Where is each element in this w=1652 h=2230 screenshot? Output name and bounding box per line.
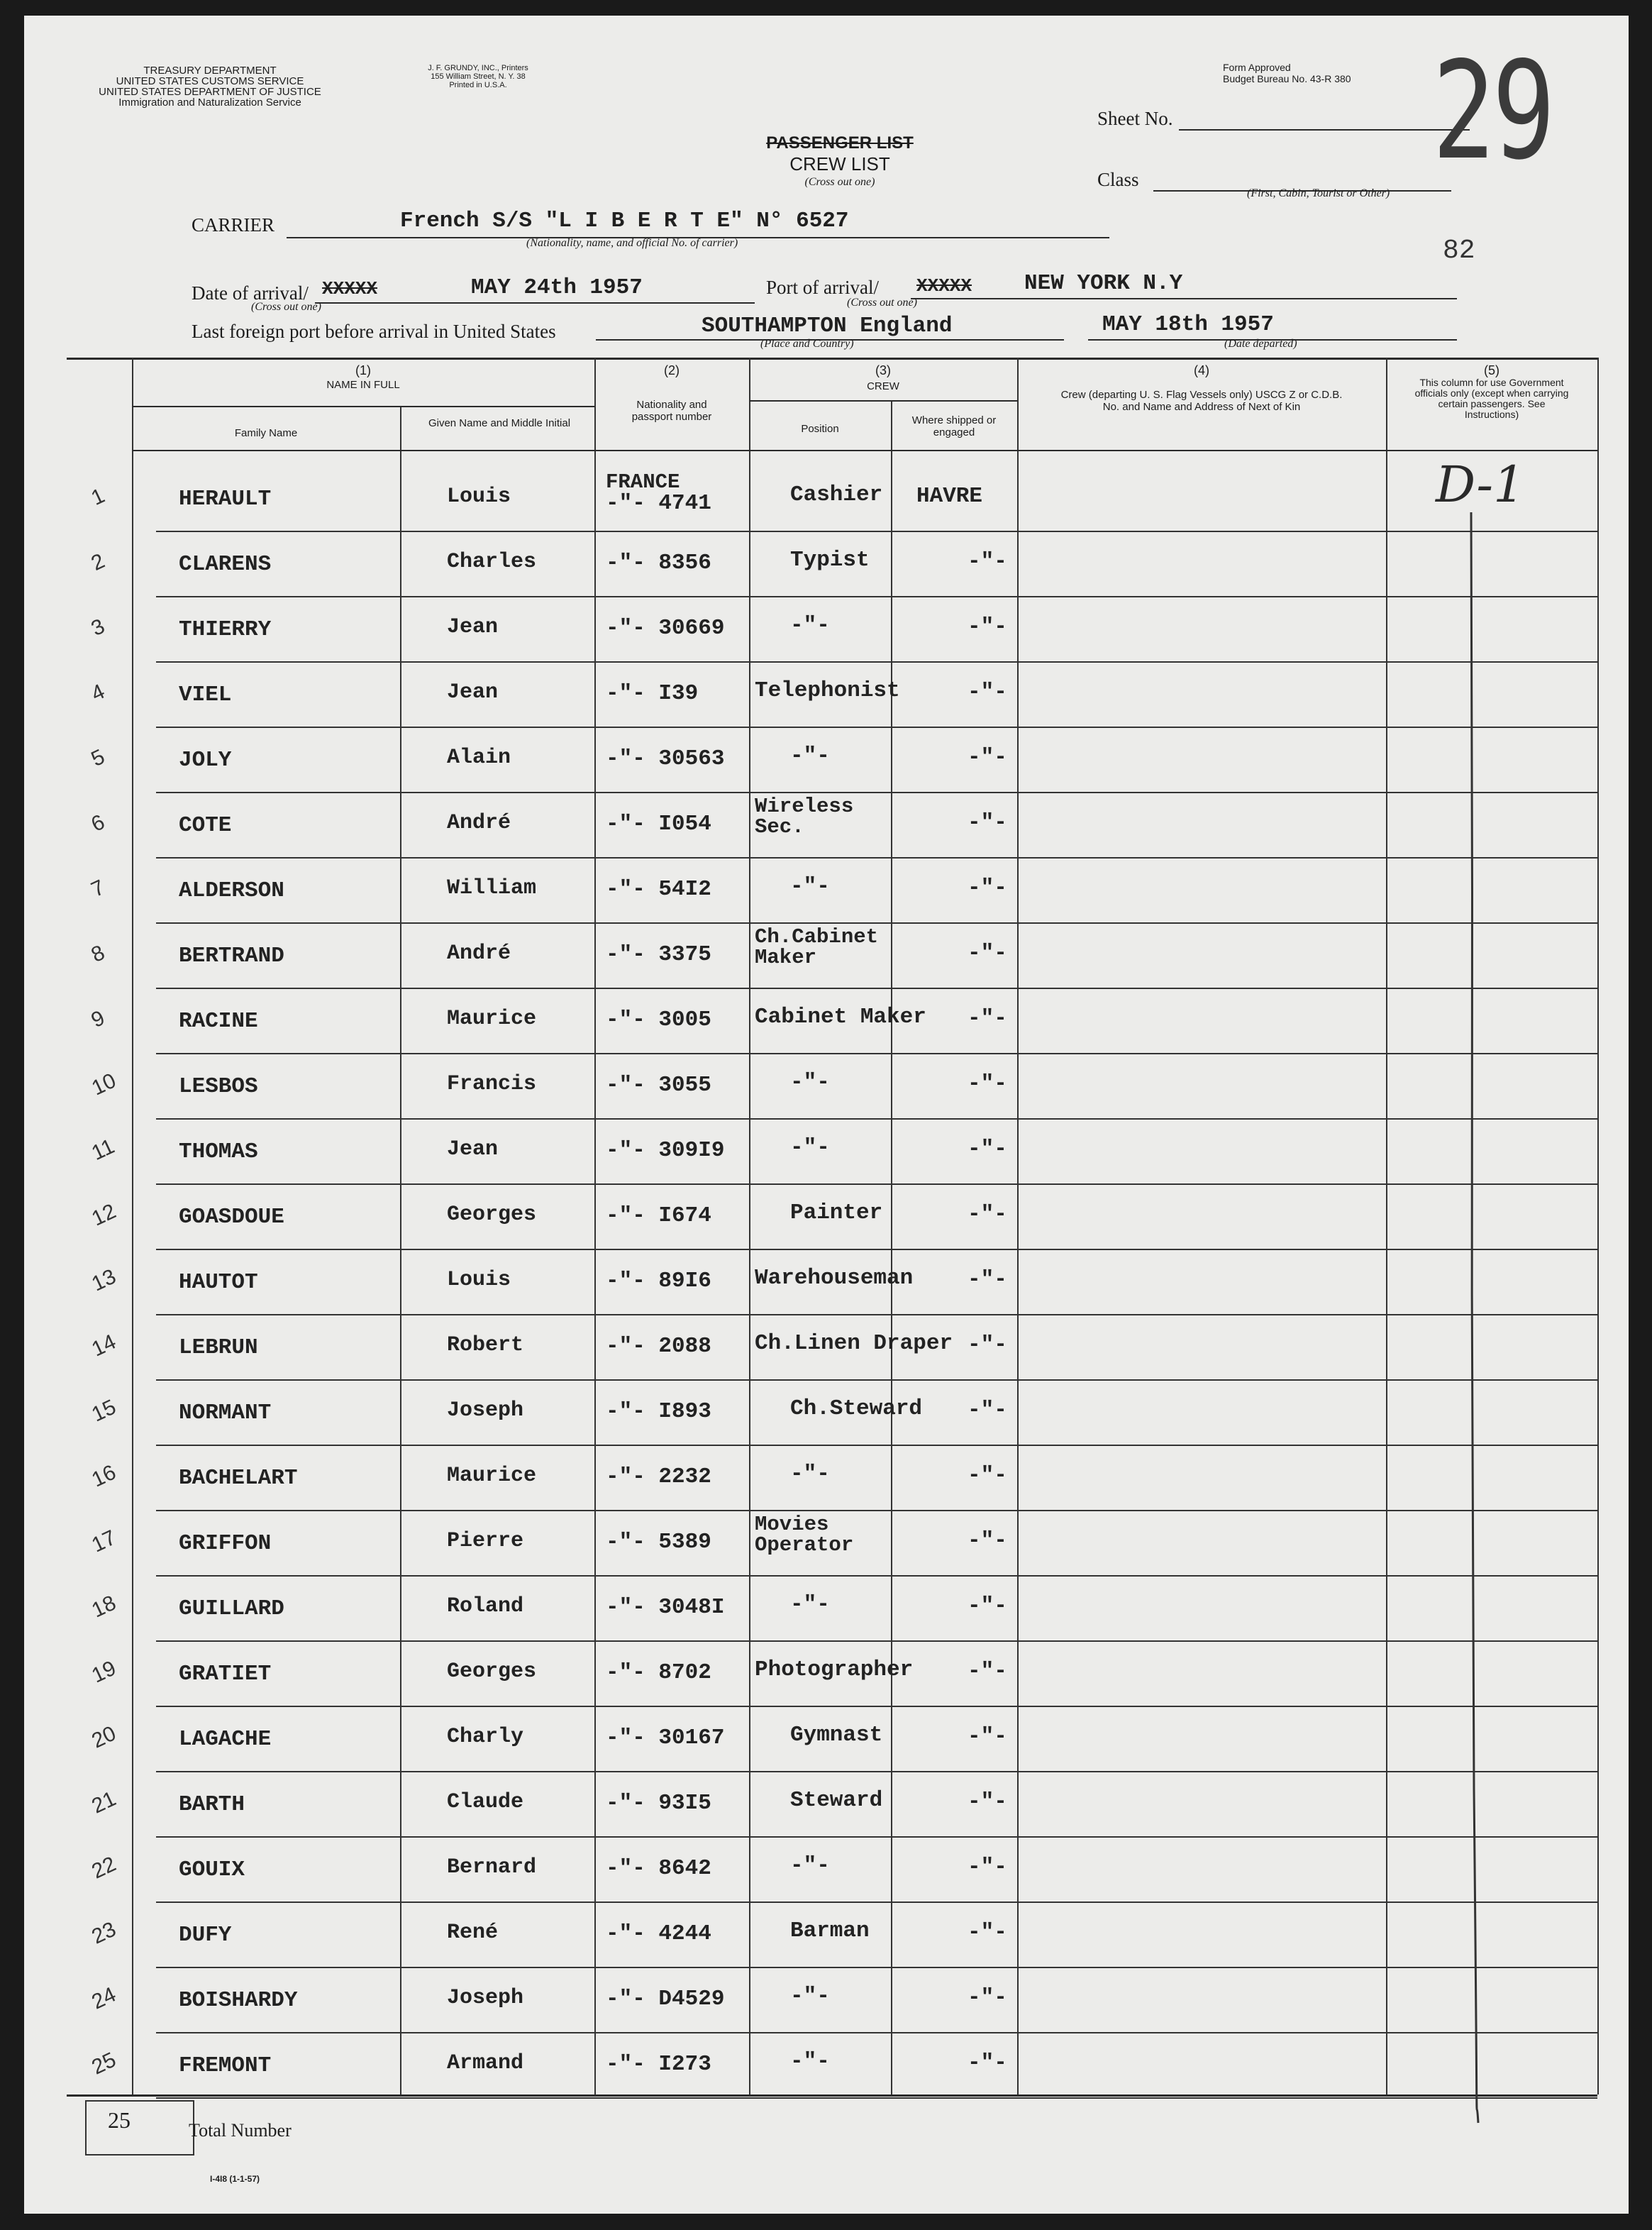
row-number-struck: 1 <box>87 484 109 511</box>
crew-position: Ch.Cabinet Maker <box>755 925 879 969</box>
given-name: René <box>447 1921 499 1945</box>
row-divider <box>156 596 1597 597</box>
given-name: Francis <box>447 1072 537 1096</box>
family-name: LAGACHE <box>179 1727 272 1752</box>
family-name: BERTRAND <box>179 944 284 968</box>
where-shipped: -"- <box>968 941 1007 966</box>
row-number-struck: 21 <box>88 1787 120 1818</box>
row-divider <box>156 1118 1597 1120</box>
crew-position: -"- <box>790 1462 830 1486</box>
col3-title: CREW <box>867 380 899 392</box>
passport-number: -"- I273 <box>606 2052 711 2077</box>
crew-position: Telephonist <box>755 678 900 703</box>
where-shipped: -"- <box>968 1463 1007 1488</box>
family-name: FREMONT <box>179 2053 272 2078</box>
row-number-struck: 5 <box>87 745 109 772</box>
given-name: Claude <box>447 1790 524 1814</box>
table-left-border <box>132 358 133 2094</box>
port-hint: (Cross out one) <box>847 297 917 309</box>
port-line <box>911 298 1457 299</box>
where-shipped: -"- <box>968 614 1007 639</box>
crew-position: -"- <box>790 2049 830 2074</box>
passport-number: -"- 4741 <box>606 491 711 516</box>
row-number-struck: 14 <box>88 1330 120 1362</box>
passport-number: -"- I39 <box>606 681 699 706</box>
row-divider <box>156 1706 1597 1707</box>
family-name: THIERRY <box>179 617 272 642</box>
given-name: Georges <box>447 1203 537 1227</box>
date-struck: XXXXX <box>322 278 378 299</box>
total-box <box>85 2100 194 2156</box>
family-name: GRATIET <box>179 1662 272 1687</box>
given-name: Robert <box>447 1333 524 1357</box>
col3-col4-divider <box>1017 358 1019 2094</box>
given-name: Louis <box>447 485 511 509</box>
row-divider <box>156 1183 1597 1185</box>
form-number: I-4I8 (1-1-57) <box>210 2174 260 2184</box>
where-shipped: -"- <box>968 1398 1007 1423</box>
family-given-divider <box>400 406 401 2094</box>
table-top-border <box>67 358 1597 360</box>
given-name: Joseph <box>447 1398 524 1423</box>
row-number-struck: 7 <box>87 876 109 903</box>
col2-title: Nationality and passport number <box>631 399 712 423</box>
family-name: BOISHARDY <box>179 1988 298 2013</box>
row-divider <box>156 2032 1597 2033</box>
where-shipped: -"- <box>968 1594 1007 1618</box>
given-name: Roland <box>447 1594 524 1618</box>
printer-line: J. F. GRUNDY, INC., Printers <box>428 64 528 72</box>
where-shipped: -"- <box>968 1332 1007 1357</box>
date-arrival-label: Date of arrival/ <box>192 282 309 304</box>
row-divider <box>156 1967 1597 1968</box>
col5-title: This column for use Government officials only (except when carrying certain passengers. See Instructions) <box>1414 377 1569 420</box>
family-name: CLARENS <box>179 552 272 577</box>
family-name: GRIFFON <box>179 1531 272 1556</box>
passport-number: -"- 4244 <box>606 1921 711 1946</box>
given-name: Pierre <box>447 1529 524 1553</box>
family-name: BARTH <box>179 1792 245 1817</box>
row-divider <box>156 1836 1597 1838</box>
crew-position: -"- <box>790 744 830 768</box>
passport-number: -"- I054 <box>606 812 711 837</box>
printer-line: 155 William Street, N. Y. 38 <box>431 72 526 81</box>
passport-number: -"- 8356 <box>606 551 711 575</box>
budget-bureau: Budget Bureau No. 43-R 380 <box>1223 73 1351 84</box>
agency-line: UNITED STATES CUSTOMS SERVICE <box>116 75 304 87</box>
row-number-struck: 12 <box>88 1199 120 1231</box>
page-note: 82 <box>1443 236 1475 266</box>
class-label: Class <box>1097 169 1139 190</box>
col2-number: (2) <box>664 363 680 377</box>
row-divider <box>156 1379 1597 1381</box>
row-divider <box>156 727 1597 728</box>
port-arrival-value: NEW YORK N.Y <box>1024 271 1183 296</box>
row-divider <box>156 661 1597 663</box>
crew-position: Steward <box>790 1788 883 1813</box>
where-shipped: -"- <box>968 1071 1007 1096</box>
family-name: NORMANT <box>179 1401 272 1425</box>
family-name: BACHELART <box>179 1466 298 1491</box>
col3-number: (3) <box>875 363 891 377</box>
family-name: GUILLARD <box>179 1596 284 1621</box>
family-name-header: Family Name <box>234 427 298 439</box>
column5-pen-line <box>1464 512 1507 2130</box>
class-hint: (First, Cabin, Tourist or Other) <box>1247 187 1390 199</box>
row-number-struck: 16 <box>88 1460 120 1492</box>
where-shipped: -"- <box>968 1528 1007 1553</box>
nationality: FRANCE <box>606 470 680 494</box>
passport-number: -"- 309I9 <box>606 1138 725 1163</box>
row-divider <box>156 1445 1597 1446</box>
row-divider <box>156 1901 1597 1903</box>
crew-position: Wireless Sec. <box>755 795 854 839</box>
date-hint: (Cross out one) <box>251 301 321 313</box>
passport-number: -"- 2232 <box>606 1464 711 1489</box>
given-name: André <box>447 942 511 966</box>
passport-number: -"- D4529 <box>606 1987 725 2011</box>
family-name: ALDERSON <box>179 878 284 903</box>
table-bottom-border <box>67 2094 1597 2097</box>
agency-line: Immigration and Naturalization Service <box>118 96 301 109</box>
row-number-struck: 24 <box>88 1982 120 2014</box>
where-shipped: -"- <box>968 549 1007 574</box>
given-name: Jean <box>447 615 499 639</box>
where-shipped: -"- <box>968 1724 1007 1749</box>
agency-line: UNITED STATES DEPARTMENT OF JUSTICE <box>99 86 321 98</box>
col4-title: Crew (departing U. S. Flag Vessels only) USCG Z or C.D.B. No. and Name and Address of Next of Kin <box>1060 389 1343 413</box>
family-name: GOUIX <box>179 1858 245 1882</box>
given-name: Bernard <box>447 1855 537 1880</box>
given-name: William <box>447 876 537 900</box>
crew-position: -"- <box>790 613 830 638</box>
table-right-border <box>1597 358 1599 2094</box>
crew-position: -"- <box>790 1135 830 1160</box>
given-name-header: Given Name and Middle Initial <box>428 417 571 429</box>
passport-number: -"- 89I6 <box>606 1269 711 1293</box>
row-divider <box>156 1575 1597 1577</box>
row-divider <box>156 1249 1597 1250</box>
row-divider <box>156 1314 1597 1315</box>
family-name: COTE <box>179 813 232 838</box>
passport-number: -"- 2088 <box>606 1334 711 1359</box>
passport-number: -"- I893 <box>606 1399 711 1424</box>
passport-number: -"- 8642 <box>606 1856 711 1881</box>
shipped-header: Where shipped or engaged <box>911 414 997 438</box>
crew-position: Barman <box>790 1919 870 1943</box>
given-name: Joseph <box>447 1986 524 2010</box>
col4-col5-divider <box>1386 358 1387 2094</box>
carrier-hint: (Nationality, name, and official No. of carrier) <box>526 237 738 249</box>
row-divider <box>156 1640 1597 1642</box>
passport-number: -"- 30669 <box>606 616 725 641</box>
where-shipped: -"- <box>968 1659 1007 1684</box>
total-label: Total Number <box>189 2120 292 2141</box>
port-arrival-label: Port of arrival/ <box>766 277 879 298</box>
col1-number: (1) <box>355 363 371 377</box>
row-number-struck: 20 <box>88 1721 120 1753</box>
where-shipped: -"- <box>968 1137 1007 1161</box>
passenger-list-struck: PASSENGER LIST <box>766 133 914 153</box>
row-number-struck: 9 <box>87 1006 109 1033</box>
row-number-struck: 2 <box>87 549 109 576</box>
family-name: THOMAS <box>179 1139 258 1164</box>
form-approved: Form Approved <box>1223 62 1291 73</box>
where-shipped: -"- <box>968 1267 1007 1292</box>
passport-number: -"- 30563 <box>606 746 725 771</box>
document-page <box>24 16 1629 2214</box>
row-number-struck: 19 <box>88 1656 120 1688</box>
family-name: LEBRUN <box>179 1335 258 1360</box>
crew-position: -"- <box>790 1984 830 2009</box>
col1-sub-line <box>132 406 594 407</box>
date-arrival-value: MAY 24th 1957 <box>471 275 643 300</box>
row-divider <box>156 988 1597 989</box>
col4-number: (4) <box>1194 363 1209 377</box>
crew-position: Ch.Steward <box>790 1396 923 1421</box>
passport-number: -"- 54I2 <box>606 877 711 902</box>
family-name: HAUTOT <box>179 1270 258 1295</box>
row-divider <box>156 857 1597 859</box>
given-name: André <box>447 811 511 835</box>
crew-position: Warehouseman <box>755 1266 914 1291</box>
crew-position: Movies Operator <box>755 1513 854 1557</box>
where-shipped: -"- <box>968 810 1007 835</box>
where-shipped: -"- <box>968 876 1007 900</box>
crew-position: -"- <box>790 1853 830 1878</box>
row-divider <box>156 2097 1597 2099</box>
col5-number: (5) <box>1484 363 1499 377</box>
family-name: VIEL <box>179 683 232 707</box>
departed-value: MAY 18th 1957 <box>1102 312 1274 337</box>
crew-position: Cabinet Maker <box>755 1005 926 1030</box>
row-number-struck: 23 <box>88 1917 120 1949</box>
row-number-struck: 18 <box>88 1591 120 1623</box>
date-line <box>315 302 755 304</box>
agency-block <box>68 65 352 108</box>
sheet-line <box>1179 129 1470 131</box>
passport-number: -"- I674 <box>606 1203 711 1228</box>
where-shipped: -"- <box>968 1985 1007 2010</box>
agency-line: TREASURY DEPARTMENT <box>143 65 277 77</box>
last-port-label: Last foreign port before arrival in United States <box>192 321 556 342</box>
where-shipped: -"- <box>968 680 1007 705</box>
row-divider <box>156 922 1597 924</box>
row-number-struck: 22 <box>88 1852 120 1884</box>
given-name: Charles <box>447 550 537 574</box>
where-shipped: HAVRE <box>916 484 983 509</box>
where-shipped: -"- <box>968 1006 1007 1031</box>
where-shipped: -"- <box>968 745 1007 770</box>
family-name: DUFY <box>179 1923 232 1948</box>
given-name: Charly <box>447 1725 524 1749</box>
row-divider <box>156 1771 1597 1772</box>
crew-position: -"- <box>790 874 830 899</box>
printer-line: Printed in U.S.A. <box>449 81 507 89</box>
row-number-struck: 11 <box>88 1135 118 1166</box>
passport-number: -"- 3005 <box>606 1008 711 1032</box>
row-number-struck: 13 <box>88 1264 120 1296</box>
crew-position: Photographer <box>755 1657 914 1682</box>
row-number-struck: 17 <box>88 1525 120 1557</box>
given-name: Maurice <box>447 1464 537 1488</box>
passport-number: -"- 3048I <box>606 1595 725 1620</box>
given-name: Jean <box>447 680 499 705</box>
crew-position: Cashier <box>790 482 883 507</box>
row-divider <box>156 1053 1597 1054</box>
where-shipped: -"- <box>968 1202 1007 1227</box>
where-shipped: -"- <box>968 1855 1007 1880</box>
column5-mark: D-1 <box>1436 456 1525 514</box>
crew-position: Ch.Linen Draper <box>755 1331 953 1356</box>
family-name: RACINE <box>179 1009 258 1034</box>
carrier-label: CARRIER <box>192 214 275 236</box>
header-bottom-line <box>132 450 1597 451</box>
given-name: Louis <box>447 1268 511 1292</box>
passport-number: -"- 30167 <box>606 1726 725 1750</box>
crew-position: Painter <box>790 1200 883 1225</box>
crew-position: -"- <box>790 1070 830 1095</box>
where-shipped: -"- <box>968 1920 1007 1945</box>
row-number-struck: 25 <box>88 2048 120 2080</box>
col1-title: NAME IN FULL <box>326 379 400 391</box>
cross-out-note: (Cross out one) <box>804 176 875 188</box>
row-number-struck: 4 <box>87 680 109 707</box>
col2-col3-divider <box>749 358 750 2094</box>
row-number-struck: 6 <box>87 810 109 837</box>
departed-hint: (Date departed) <box>1224 338 1297 350</box>
crew-position: Gymnast <box>790 1723 883 1748</box>
given-name: Armand <box>447 2051 524 2075</box>
crew-position: -"- <box>790 1592 830 1617</box>
family-name: LESBOS <box>179 1074 258 1099</box>
given-name: Alain <box>447 746 511 770</box>
crew-list-title: CREW LIST <box>789 153 890 175</box>
port-struck: XXXXX <box>916 275 972 297</box>
family-name: HERAULT <box>179 487 272 512</box>
row-divider <box>156 531 1597 532</box>
row-divider <box>156 792 1597 793</box>
col1-col2-divider <box>594 358 596 2094</box>
passport-number: -"- 5389 <box>606 1530 711 1555</box>
total-value: 25 <box>108 2107 131 2133</box>
crew-position: Typist <box>790 548 870 573</box>
passport-number: -"- 3375 <box>606 942 711 967</box>
sheet-label: Sheet No. <box>1097 108 1173 129</box>
last-port-value: SOUTHAMPTON England <box>702 314 953 338</box>
printer-block <box>400 64 556 89</box>
position-shipped-divider <box>891 400 892 2094</box>
row-number-struck: 3 <box>87 614 109 641</box>
where-shipped: -"- <box>968 2050 1007 2075</box>
family-name: JOLY <box>179 748 232 773</box>
passport-number: -"- 8702 <box>606 1660 711 1685</box>
family-name: GOASDOUE <box>179 1205 284 1230</box>
passport-number: -"- 93I5 <box>606 1791 711 1816</box>
position-header: Position <box>801 423 839 435</box>
sheet-number: 29 <box>1432 33 1553 189</box>
given-name: Jean <box>447 1137 499 1161</box>
passport-number: -"- 3055 <box>606 1073 711 1098</box>
given-name: Maurice <box>447 1007 537 1031</box>
last-port-hint: (Place and Country) <box>760 338 854 350</box>
row-divider <box>156 1510 1597 1511</box>
row-number-struck: 10 <box>88 1069 120 1100</box>
given-name: Georges <box>447 1660 537 1684</box>
row-number-struck: 15 <box>88 1395 120 1427</box>
where-shipped: -"- <box>968 1789 1007 1814</box>
row-number-struck: 8 <box>87 941 109 968</box>
carrier-value: French S/S "L I B E R T E" N° 6527 <box>400 209 849 233</box>
col3-sub-line <box>749 400 1017 402</box>
